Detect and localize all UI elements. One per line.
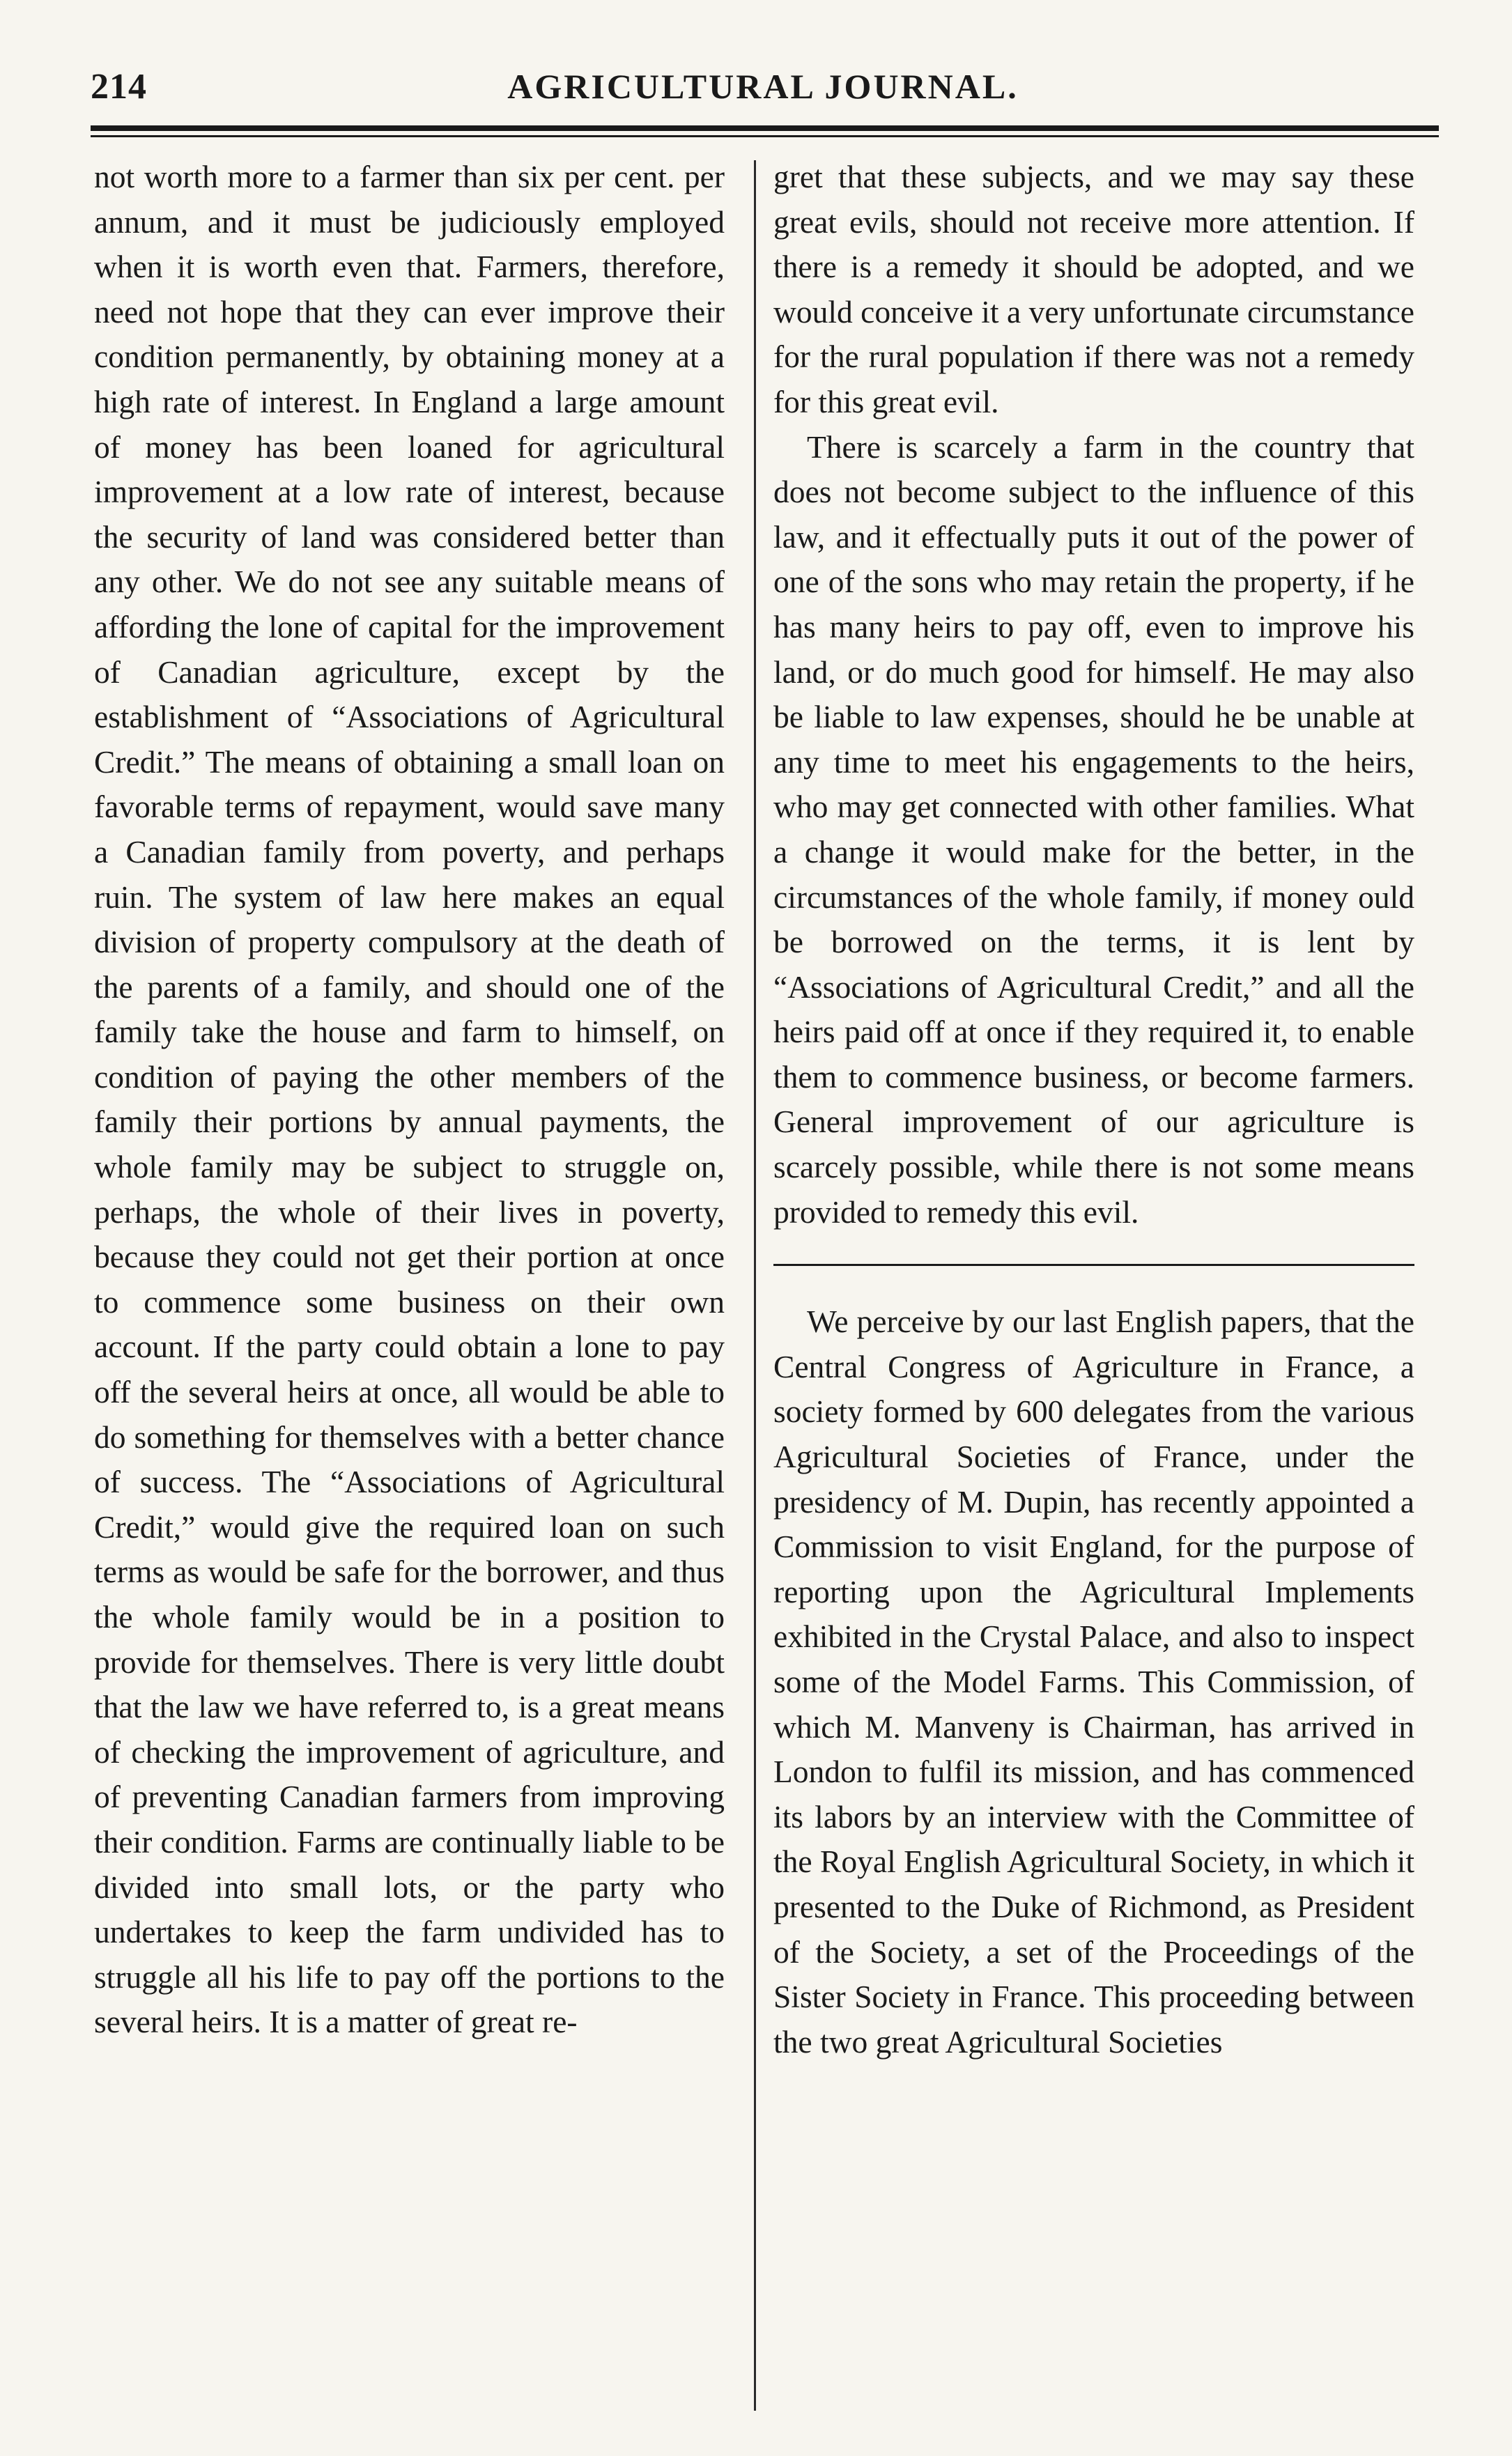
right-paragraph-2: There is scarcely a farm in the country that does not become subject to the influence of this law, and it effectually puts it out of the power of one of the sons who may retain the property, if he has many heirs to pay off, even to improve his land, or do much good for himself. He may also be liable to law expenses, should he be unable at any time to meet his engagements to the heirs, who may get connected with other families. What a change it would make for the better, in the circumstances of the whole family, if money ould be borrowed on the terms, it is lent by “Associations of Agricultural Credit,” and all the heirs paid off at once if they required it, to enable them to commence business, or become farmers. General improvement of our agriculture is scarcely possible, while there is not some means provided to remedy this evil. (773, 428, 1414, 1230)
right-paragraph-3: We perceive by our last English papers, that the Central Congress of Agriculture in France, a society formed by 600 delegates from the various Agricultural Societies of France, under the presidency of M. Dupin, has recently appointed a Commission to visit England, for the purpose of reporting upon the Agricultural Implements exhibited in the Crystal Palace, and also to inspect some of the Model Farms. This Commission, of which M. Manveny is Chairman, has arrived in London to fulfil its mission, and has commenced its labors by an interview with the Committee of the Royal English Agricultural Society, in which it presented to the Duke of Richmond, as President of the Society, a set of the Proceedings of the Sister Society in France. This proceeding between the two great Agricultural Societies (773, 1304, 1414, 2060)
section-divider (773, 1264, 1414, 1266)
header-rule-thin (91, 135, 1439, 137)
running-title: AGRICULTURAL JOURNAL. (507, 67, 1019, 106)
right-paragraph-1: gret that these subjects, and we may say these great evils, should not receive more attention. If there is a remedy it should be adopted, and we would conceive it a very unfortunate circumstance for the rural population if there was not a remedy for this great evil. (773, 159, 1414, 419)
right-column (773, 155, 1414, 2064)
page-header (91, 66, 1435, 115)
header-rule-thick (91, 125, 1439, 131)
column-divider (754, 160, 756, 2411)
left-paragraph-1: not worth more to a farmer than six per cent. per annum, and it must be judiciously employed when it is worth even that. Farmers, therefore, need not hope that they can ever improve their condition permanently, by obtaining money at a high rate of interest. In England a large amount of money has been loaned for agricultural improvement at a low rate of interest, because the security of land was considered better than any other. We do not see any suitable means of affording the lone of capital for the improvement of Canadian agriculture, except by the establishment of “Associations of Agricultural Credit.” The means of obtaining a small loan on favorable terms of repayment, would save many a Canadian family from poverty, and perhaps ruin. The system of law here makes an equal division of property compulsory at the death of the parents of a family, and should one of the family take the house and farm to himself, on condition of paying the other members of the family their portions by annual payments, the whole family may be subject to struggle on, perhaps, the whole of their lives in poverty, because they could not get their portion at once to commence some business on their own account. If the party could obtain a lone to pay off the several heirs at once, all would be able to do something for themselves with a better chance of success. The “Associations of Agricultural Credit,” would give the required loan on such terms as would be safe for the borrower, and thus the whole family would be in a position to provide for themselves. There is very little doubt that the law we have referred to, is a great means of checking the improvement of agriculture, and of preventing Canadian farmers from improving their condition. Farms are continually liable to be divided into small lots, or the party who undertakes to keep the farm undivided has to struggle all his life to pay off the portions to the several heirs. It is a matter of great re- (94, 159, 725, 2040)
left-column (94, 155, 725, 2045)
page-number: 214 (91, 67, 147, 107)
